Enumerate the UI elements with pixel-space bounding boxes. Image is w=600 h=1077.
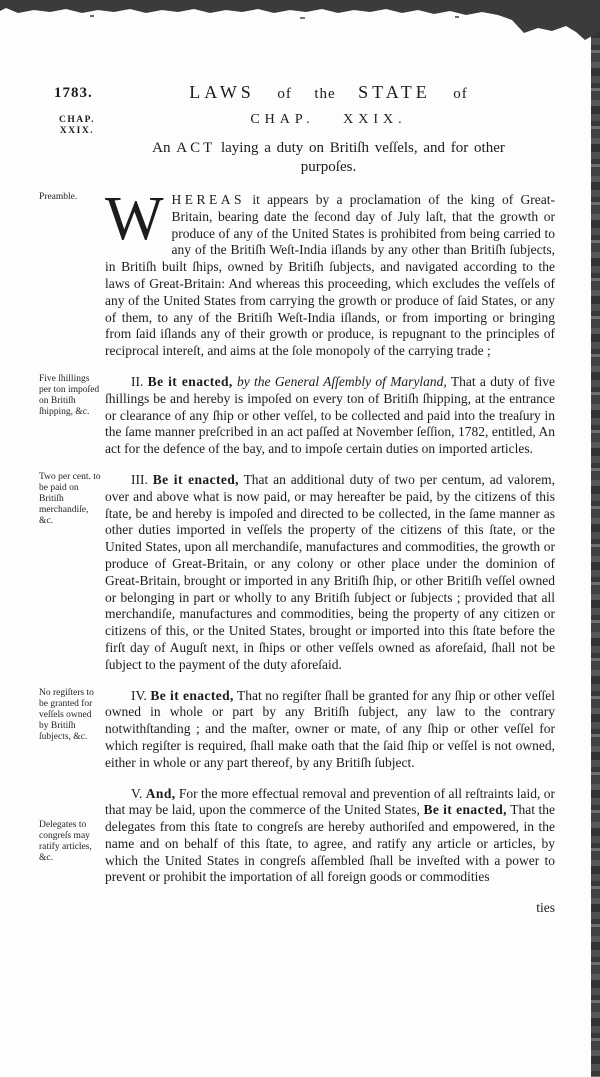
preamble-paragraph [105,185,556,360]
chapter-label: CHAP. [250,112,315,127]
laws-heading [105,82,552,103]
page-header [0,82,600,177]
section-ii-body: That a duty of five ſhillings be and hereby is impoſed on every ton of Britiſh ſhipping, at the entrance or clearance of any ſhip or other veſſel, to be collected and paid into the treaſury in the ſame manner preſcribed in an act paſſed at November ſeſſion, 1782, entitled, An act for the defence of the bay, and to impoſe certain duties on imported articles. [105,373,556,457]
section-iii-paragraph [105,472,555,674]
chapter-heading [105,112,552,128]
preamble-body: it appears by a proclamation of the king of Great-Britain, bearing date the ſecond day of July laſt, that the growth or produce of any of the United States is prohibited from being carried to any of the Britiſh Weſt-India iſlands by any other than Britiſh ſubjects, in Britiſh built ſhips, owned by Britiſh ſubjects, and navigated according to the laws of Great-Britain: And whereas this proceeding, which excludes the veſſels of any of the United States from carrying the growth or produce of ſaid States, or any of them, to any of the Britiſh Weſt-India iſlands, or from importing or bringing from ſaid iſlands any of their growth or produce, is repugnant to the principles of reciprocal intereſt, and aims at the ſole monopoly of the carrying trade ; [105,192,556,359]
year-label: 1783. [54,85,93,101]
act-text [0,185,600,916]
scan-edge-right [591,0,600,1077]
of-word: of [277,86,292,102]
enacting-clause: Be it enacted, [147,373,233,389]
enacting-clause: Be it enacted, [423,802,507,818]
margin-chapter-label: CHAP. [59,115,95,125]
margin-note-section-iii: Two per cent. to be paid on Britiſh merchandiſe, &c. [39,471,101,526]
section-iii-body: That an additional duty of two per centum, ad valorem, over and above what is now paid, or may hereafter be paid, by the citizens of this ſtate, be and hereby is impoſed and directed to be collected, in the ſame manner as other duties imported in veſſels the property of the citizens of this ſtate, or the United States, upon all merchandiſe, manufactures and commodities, the growth or produce of Great-Britain, or any colony or other place under the dominion of Great-Britain, brought or imported in any Britiſh ſhip, or other Britiſh veſſel owned or belonging in part or wholly to any Britiſh ſubject or ſubjects ; provided that all merchandiſe, manufactures and commodities, being the property of any citizen or citizens of this, or the United States, brought or imported into this ſtate before the firſt day of Auguſt next, in ſhips or other veſſels owned as aforeſaid, ſhall not be ſubject to the payment of the duty aforeſaid. [105,471,555,672]
chapter-numeral: XXIX. [343,112,407,127]
section-v [0,786,600,887]
section-v-paragraph [105,786,555,887]
section-iv [0,688,600,772]
section-number: V. [131,785,143,801]
state-word: STATE [358,82,431,102]
margin-note-section-ii: Five ſhillings per ton impoſed on Britiſh ſhipping, &c. [39,373,100,417]
act-title: An ACT laying a duty on Britiſh veſſels, and for other purpoſes. [152,140,505,175]
assembly-clause: by the General Aſſembly of Maryland, [237,373,447,389]
margin-note-section-iv: No regiſters to be granted for veſſels owned by Britiſh ſubjects, &c. [39,687,94,742]
catchword: ties [536,900,555,916]
margin-chapter-numeral: XXIX. [59,126,95,136]
enacting-clause: Be it enacted, [152,471,239,487]
section-ii [0,374,600,458]
scan-edge-top [0,0,600,44]
section-number: II. [131,373,144,389]
section-v-body: That the delegates from this ſtate to congreſs are hereby authoriſed and empowered, in the name and on behalf of this ſtate, to agree, and ratify any article or articles, by which the United States in congreſs aſſembled ſhall be inveſted with a power to prevent or prohibit the importation of all foreign goods or commodities [105,802,555,885]
dropcap-w: W [105,185,164,253]
section-iv-paragraph [105,688,555,772]
margin-note-preamble: Preamble. [39,192,78,202]
enacting-clause: Be it enacted, [150,687,234,703]
section-number: IV. [131,687,147,703]
the-word: the [314,86,336,102]
margin-chapter-note [47,115,107,137]
section-iii [0,472,600,674]
section-iv-body: That no regiſter ſhall be granted for any ſhip or other veſſel owned in whole or part by any Britiſh ſubject, any law to the contrary notwithſtanding ; and the maſter, owner or mate, of any ſhip or other veſſel for which regiſter is required, ſhall make oath that the ſaid ſhip or veſſel is not owned, either in whole or any part thereof, by any Britiſh ſubject. [105,687,555,770]
laws-word: LAWS [189,82,255,102]
section-number: III. [131,471,148,487]
margin-note-section-v: Delegates to congreſs may ratify articles, &c. [39,819,92,863]
section-ii-paragraph [105,374,555,458]
and-word: And, [145,785,176,801]
section-v-lead: For the more effectual removal and prevention of all reſtraints laid, or that may be laid, upon the commerce of the United States, [105,785,556,818]
of-word: of [453,86,468,102]
whereas-caps: HEREAS [171,192,246,207]
section-preamble [0,185,600,360]
